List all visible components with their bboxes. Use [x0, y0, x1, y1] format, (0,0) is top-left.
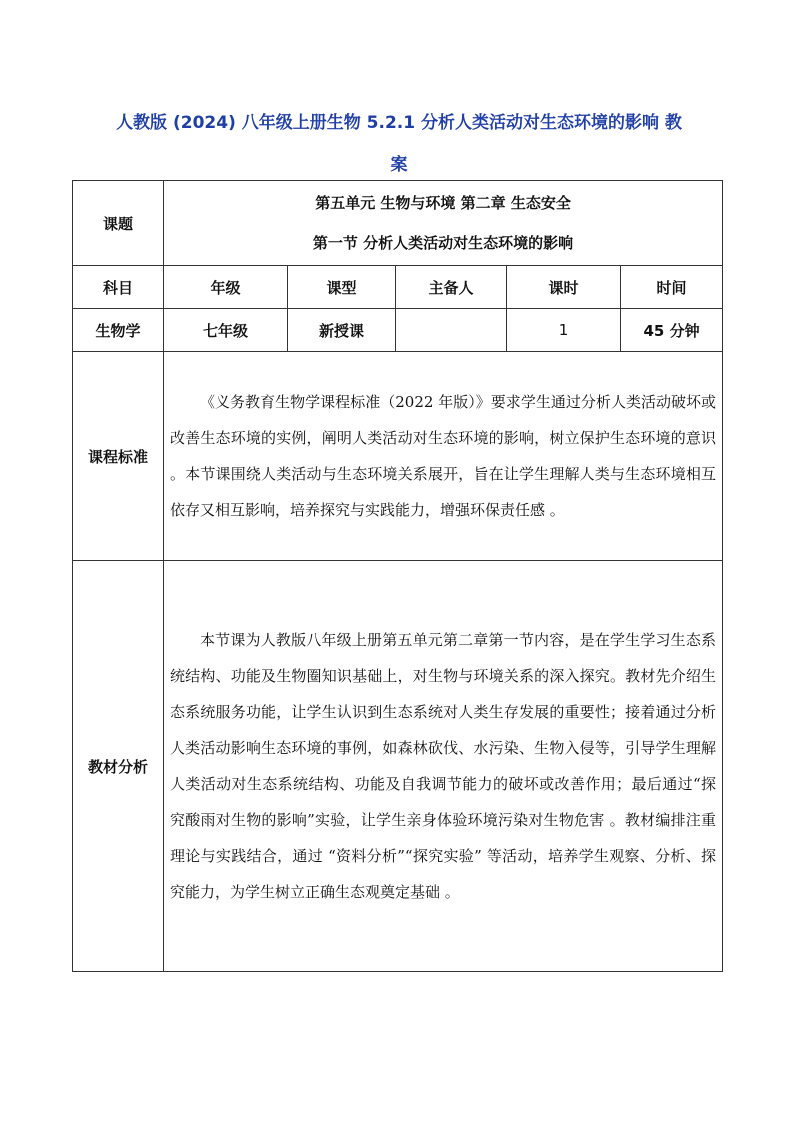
value-subject: 生物学 [73, 309, 164, 352]
lesson-plan-table [72, 180, 723, 972]
header-lead-preparer: 主备人 [396, 266, 507, 309]
header-periods: 课时 [507, 266, 621, 309]
analysis-row [73, 561, 723, 972]
header-grade: 年级 [164, 266, 288, 309]
header-duration: 时间 [621, 266, 723, 309]
value-lesson-type: 新授课 [288, 309, 396, 352]
analysis-text: 本节课为人教版八年级上册第五单元第二章第一节内容，是在学生学习生态系统结构、功能及生物圈知识基础上，对生物与环境关系的深入探究。教材先介绍生态系统服务功能，让学生认识到生态系统对人类生存发展的重要性；接着通过分析人类活动影响生态环境的事例，如森林砍伐、水污染、生物入侵等，引导学生理解人类活动对生态系统结构、功能及自我调节能力的破坏或改善作用；最后通过“探究酸雨对生物的影响”实验，让学生亲身体验环境污染对生物危害 。教材编排注重理论与实践结合，通过 “资料分析”“探究实验” 等活动，培养学生观察、分析、探究能力，为学生树立正确生态观奠定基础 。 [170, 631, 717, 901]
analysis-cell [164, 561, 723, 972]
topic-unit-line: 第五单元 生物与环境 第二章 生态安全 [315, 194, 571, 212]
title-line-1: 人教版 (2024) 八年级上册生物 5.2.1 分析人类活动对生态环境的影响 教 [116, 113, 682, 133]
standard-label: 课程标准 [73, 352, 164, 561]
title-line-2: 案 [390, 155, 408, 175]
value-duration: 45 分钟 [621, 309, 723, 352]
header-row [73, 266, 723, 309]
header-subject: 科目 [73, 266, 164, 309]
topic-row [73, 181, 723, 266]
standard-text: 《义务教育生物学课程标准（2022 年版）》要求学生通过分析人类活动破坏或改善生态环境的实例，阐明人类活动对生态环境的影响，树立保护生态环境的意识 。本节课围绕人类活动与生态环境关系展开，旨在让学生理解人类与生态环境相互依存又相互影响，培养探究与实践能力，增强环保责任感 。 [170, 393, 717, 519]
topic-cell [164, 181, 723, 266]
header-lesson-type: 课型 [288, 266, 396, 309]
value-grade: 七年级 [164, 309, 288, 352]
analysis-label: 教材分析 [73, 561, 164, 972]
topic-section-line: 第一节 分析人类活动对生态环境的影响 [312, 234, 574, 252]
standard-cell [164, 352, 723, 561]
topic-label: 课题 [73, 181, 164, 266]
value-periods: 1 [507, 309, 621, 352]
document-title [84, 102, 714, 186]
value-row [73, 309, 723, 352]
standard-row [73, 352, 723, 561]
value-lead-preparer [396, 309, 507, 352]
